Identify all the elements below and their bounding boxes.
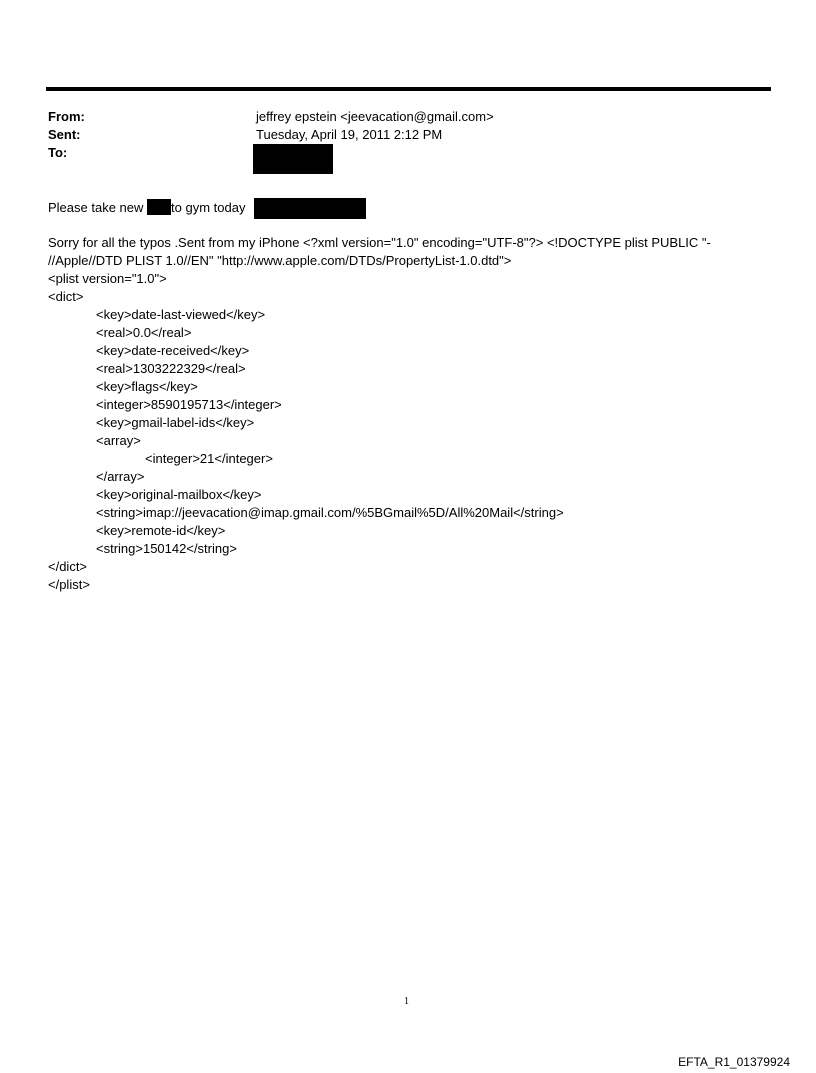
body-line-2: Sorry for all the typos .Sent from my iPhone <?xml version="1.0" encoding="UTF-8"?> <!DOCTYPE plist PUBLIC "-	[48, 235, 711, 250]
sent-value: Tuesday, April 19, 2011 2:12 PM	[256, 127, 443, 142]
body-line-3: //Apple//DTD PLIST 1.0//EN" "http://www.apple.com/DTDs/PropertyList-1.0.dtd">	[48, 253, 512, 268]
dict-line: <key>date-received</key>	[96, 343, 250, 358]
dict-line: <array>	[96, 433, 141, 448]
plist-open: <plist version="1.0">	[48, 271, 167, 286]
from-value: jeffrey epstein <jeevacation@gmail.com>	[256, 109, 494, 124]
sent-label: Sent:	[48, 127, 81, 142]
body-line-1	[48, 199, 245, 216]
dict-line: <real>0.0</real>	[96, 325, 192, 340]
header-rule	[46, 87, 771, 91]
plist-close: </plist>	[48, 577, 90, 592]
dict-close: </dict>	[48, 559, 88, 574]
end-redaction	[254, 198, 366, 219]
dict-open: <dict>	[48, 289, 84, 304]
body-line-1-part-1: Please take new	[48, 200, 148, 215]
dict-line: <key>flags</key>	[96, 379, 198, 394]
dict-line: <real>1303222329</real>	[96, 361, 246, 376]
dict-line: <key>remote-id</key>	[96, 523, 226, 538]
dict-line: <string>150142</string>	[96, 541, 237, 556]
dict-line: </array>	[96, 469, 145, 484]
dict-line: <integer>8590195713</integer>	[96, 397, 282, 412]
from-label: From:	[48, 109, 85, 124]
dict-line: <key>date-last-viewed</key>	[96, 307, 266, 322]
dict-line: <key>original-mailbox</key>	[96, 487, 262, 502]
dict-line: <string>imap://jeevacation@imap.gmail.com/%5BGmail%5D/All%20Mail</string>	[96, 505, 564, 520]
body-line-1-part-2: to gym today	[171, 200, 246, 215]
page-number: 1	[404, 996, 409, 1007]
inline-redaction	[147, 199, 171, 215]
dict-line: <key>gmail-label-ids</key>	[96, 415, 255, 430]
document-id: EFTA_R1_01379924	[678, 1055, 790, 1069]
array-item: <integer>21</integer>	[145, 451, 273, 466]
to-label: To:	[48, 145, 68, 160]
to-redaction	[253, 144, 333, 174]
